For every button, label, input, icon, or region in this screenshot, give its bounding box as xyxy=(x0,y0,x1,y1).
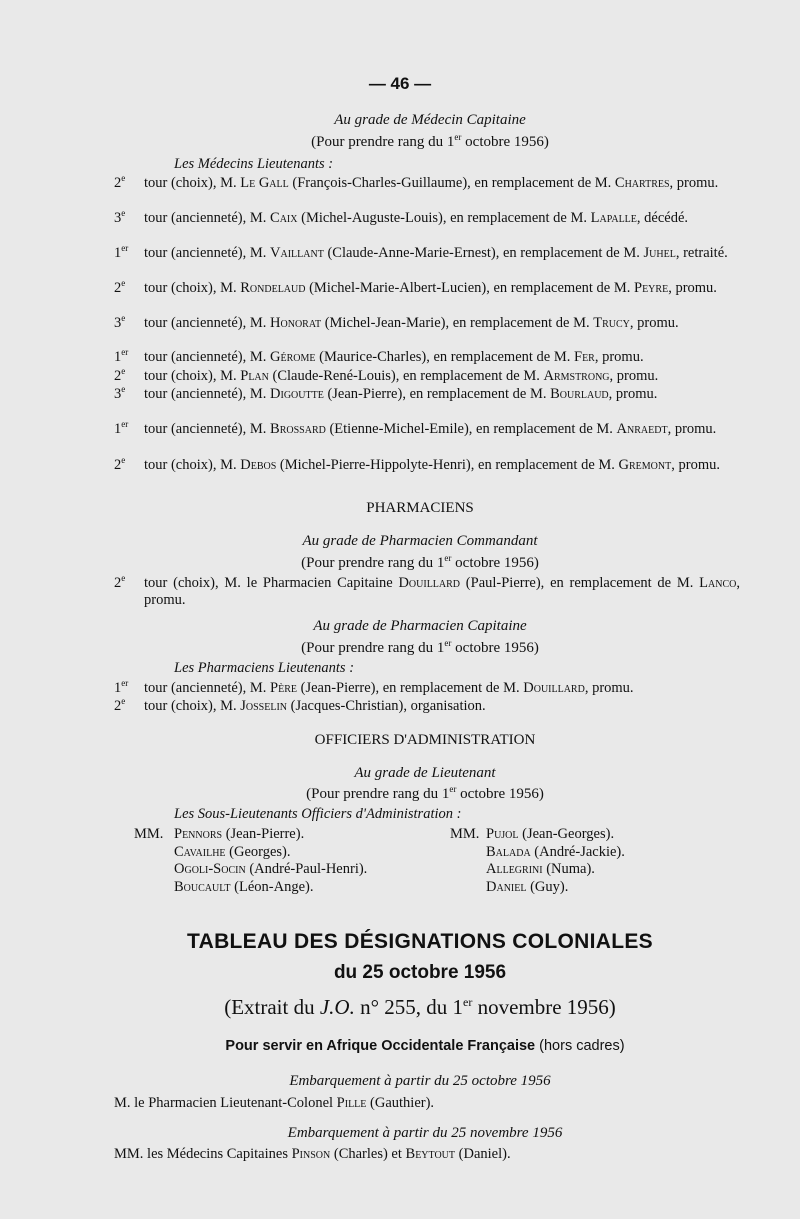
text-run: , promu. xyxy=(668,280,717,296)
text-run: MM. les Médecins Capitaines xyxy=(114,1146,292,1162)
officer-name xyxy=(486,879,625,897)
rang-line xyxy=(20,640,800,657)
tour-number xyxy=(114,349,142,366)
ordinal-sup: er xyxy=(121,419,129,430)
surname: Le Gall xyxy=(240,175,289,191)
text-run: tour (ancienneté), M. xyxy=(144,680,271,696)
promotion-entry xyxy=(114,349,740,366)
text-run: , promu. xyxy=(609,368,659,384)
promotion-entry xyxy=(114,680,740,697)
surname: Gérome xyxy=(270,349,316,365)
promotion-entry xyxy=(114,245,740,262)
text-run: , promu. xyxy=(608,386,658,402)
text-run: (Jacques-Christian), organisation. xyxy=(287,698,486,714)
text-run: tour (choix), M. xyxy=(144,175,241,191)
text-run: , promu. xyxy=(144,575,740,608)
subheading-sous-lieutenants: Les Sous-Lieutenants Officiers d'Administration : xyxy=(174,806,462,822)
promotion-entry xyxy=(114,457,740,474)
entry-text xyxy=(144,457,740,474)
text-run: , promu. xyxy=(667,421,717,437)
designation-medecins xyxy=(114,1146,511,1163)
ordinal-number: 2 xyxy=(114,368,122,384)
surname: Fer xyxy=(574,349,595,365)
tableau-date: du 25 octobre 1956 xyxy=(333,962,507,983)
tableau-title: TABLEAU DES DÉSIGNATIONS COLONIALES xyxy=(187,930,653,953)
rang-line xyxy=(25,786,800,803)
text-run: (Maurice-Charles), en remplacement de M. xyxy=(315,349,574,365)
ordinal-number: 2 xyxy=(114,698,122,714)
text-run: (Georges). xyxy=(225,843,291,860)
ordinal-sup: er xyxy=(121,347,129,358)
text-run: (Michel-Pierre-Hippolyte-Henri), en remplacement de M. xyxy=(276,457,619,473)
officer-name xyxy=(174,844,367,862)
promotion-entry xyxy=(114,421,740,438)
grade-heading-pharmacien-commandant: Au grade de Pharmacien Commandant xyxy=(302,533,538,549)
entry-text xyxy=(144,245,740,262)
surname: Honorat xyxy=(270,315,322,331)
promotion-entry xyxy=(114,698,740,715)
surname: Ogoli-Socin xyxy=(174,861,246,877)
embarquement-heading-octobre: Embarquement à partir du 25 octobre 1956 xyxy=(289,1073,551,1089)
surname: Douillard xyxy=(523,680,585,696)
ordinal-number: 2 xyxy=(114,280,122,296)
ordinal-sup: e xyxy=(121,696,126,707)
tour-number xyxy=(114,421,142,438)
ordinal-sup: er xyxy=(121,678,129,689)
surname: Juhel xyxy=(643,245,676,261)
tour-number xyxy=(114,386,142,403)
text-run: , promu. xyxy=(671,457,720,473)
ordinal-number: 2 xyxy=(114,575,122,591)
names-column-right xyxy=(486,826,625,896)
text-run: (Gauthier). xyxy=(366,1095,435,1111)
extrait-jo-line xyxy=(20,995,800,1020)
text-run: octobre 1956) xyxy=(451,640,539,656)
text-run: tour (choix), M. xyxy=(144,368,241,384)
names-column-left xyxy=(174,826,367,896)
promotion-entry xyxy=(114,315,740,332)
surname: Rondelaud xyxy=(240,280,306,296)
text-run: (Extrait du xyxy=(224,995,320,1019)
text-run: (Claude-Anne-Marie-Ernest), en remplacement de M. xyxy=(323,245,644,261)
promotion-entry xyxy=(114,210,740,227)
entry-text xyxy=(144,421,740,438)
tour-number xyxy=(114,280,142,297)
surname: Cavailhe xyxy=(174,843,226,860)
entry-text xyxy=(144,368,740,385)
text-run: (Léon-Ange). xyxy=(230,878,314,895)
surname: Armstrong xyxy=(543,368,610,384)
text-run: , décédé. xyxy=(636,210,689,226)
text-run: tour (ancienneté), M. xyxy=(144,386,271,402)
page-number: — 46 — xyxy=(368,74,432,93)
grade-heading-medecin-capitaine: Au grade de Médecin Capitaine xyxy=(334,112,526,128)
surname: Caix xyxy=(270,210,298,226)
section-heading-officiers: OFFICIERS D'ADMINISTRATION xyxy=(314,732,536,748)
text-run: tour (ancienneté), M. xyxy=(144,349,271,365)
hors-cadres: (hors cadres) xyxy=(535,1038,625,1054)
surname: Boucault xyxy=(174,878,231,895)
entry-text xyxy=(144,575,740,609)
surname: Plan xyxy=(240,368,269,384)
text-run: (Jean-Pierre), en remplacement de M. xyxy=(323,386,551,402)
surname: Balada xyxy=(486,843,531,860)
surname: Pinson xyxy=(291,1146,331,1162)
surname: Allegrini xyxy=(486,861,543,877)
tour-number xyxy=(114,210,142,227)
tour-number xyxy=(114,315,142,332)
officer-name xyxy=(174,826,367,844)
entry-text xyxy=(144,210,740,227)
grade-heading-lieutenant: Au grade de Lieutenant xyxy=(354,765,496,781)
text-run: tour (ancienneté), M. xyxy=(144,315,271,331)
pour-servir-line xyxy=(25,1038,800,1055)
mm-label-left: MM. xyxy=(134,826,164,842)
text-run: , retraité. xyxy=(675,245,728,261)
ordinal-number: 1 xyxy=(114,245,122,261)
pour-servir-bold: Pour servir en Afrique Occidentale Française xyxy=(225,1038,536,1054)
ordinal-number: 1 xyxy=(114,349,122,365)
surname: Chartres xyxy=(614,175,670,191)
ordinal-number: 2 xyxy=(114,457,122,473)
entry-text xyxy=(144,175,740,192)
embarquement-heading-novembre: Embarquement à partir du 25 novembre 1956 xyxy=(287,1125,563,1141)
text-run: , promu. xyxy=(669,175,719,191)
ordinal-sup: er xyxy=(454,132,462,142)
text-run: (Numa). xyxy=(542,861,595,877)
ordinal-sup: er xyxy=(121,243,129,254)
text-run: (Charles) et xyxy=(330,1146,406,1162)
surname: Lapalle xyxy=(590,210,637,226)
entry-text xyxy=(144,698,740,715)
text-run: (Daniel). xyxy=(455,1146,511,1162)
ordinal-sup: e xyxy=(121,573,126,584)
ordinal-sup: e xyxy=(121,208,126,219)
surname: Daniel xyxy=(486,878,527,895)
text-run: tour (choix), M. le Pharmacien Capitaine xyxy=(144,575,399,591)
promotion-entry xyxy=(114,175,740,192)
surname: Vaillant xyxy=(270,245,324,261)
ordinal-sup: e xyxy=(121,455,126,466)
text-run: , promu. xyxy=(629,315,679,331)
text-run: (Etienne-Michel-Emile), en remplacement de M. xyxy=(325,421,617,437)
rang-line xyxy=(20,555,800,572)
text-run: (Pour prendre rang du 1 xyxy=(311,134,455,150)
surname: Père xyxy=(270,680,297,696)
surname: Digoutte xyxy=(270,386,324,402)
tour-number xyxy=(114,698,142,715)
text-run: tour (choix), M. xyxy=(144,280,241,296)
entry-text xyxy=(144,349,740,366)
ordinal-sup: er xyxy=(463,995,473,1009)
tour-number xyxy=(114,175,142,192)
ordinal-number: 1 xyxy=(114,680,122,696)
subheading-pharmaciens-lieutenants: Les Pharmaciens Lieutenants : xyxy=(174,660,355,676)
text-run: (François-Charles-Guillaume), en remplacement de M. xyxy=(288,175,615,191)
officer-name xyxy=(486,826,625,844)
surname: Lanco xyxy=(699,575,737,591)
entry-text xyxy=(144,315,740,332)
text-run: tour (choix), M. xyxy=(144,457,241,473)
text-run: (Pour prendre rang du 1 xyxy=(301,640,445,656)
text-run: (Michel-Jean-Marie), en remplacement de M. xyxy=(321,315,594,331)
journal-officiel: J.O. xyxy=(319,995,355,1019)
surname: Beytout xyxy=(405,1146,456,1162)
text-run: , promu. xyxy=(594,349,644,365)
promotion-entry xyxy=(114,386,740,403)
surname: Anraedt xyxy=(616,421,668,437)
text-run: octobre 1956) xyxy=(451,555,539,571)
officer-name xyxy=(486,844,625,862)
surname: Pujol xyxy=(486,826,519,842)
mm-label-right: MM. xyxy=(450,826,480,842)
surname: Douillard xyxy=(398,575,461,591)
text-run: n° 255, du 1 xyxy=(354,995,463,1019)
surname: Pennors xyxy=(174,826,223,842)
officer-name xyxy=(486,861,625,879)
text-run: tour (ancienneté), M. xyxy=(144,210,271,226)
ordinal-sup: e xyxy=(121,313,126,324)
text-run: , promu. xyxy=(584,680,634,696)
promotion-entry xyxy=(114,575,740,609)
tour-number xyxy=(114,457,142,474)
ordinal-sup: e xyxy=(121,384,126,395)
surname: Brossard xyxy=(270,421,326,437)
text-run: (Paul-Pierre), en remplacement de M. xyxy=(460,575,700,591)
text-run: novembre 1956) xyxy=(472,995,616,1019)
text-run: (Jean-Pierre), en remplacement de M. xyxy=(296,680,524,696)
promotion-entry xyxy=(114,280,740,297)
text-run: tour (choix), M. xyxy=(144,698,241,714)
text-run: (Michel-Marie-Albert-Lucien), en remplacement de M. xyxy=(305,280,634,296)
text-run: (Pour prendre rang du 1 xyxy=(301,555,445,571)
surname: Pille xyxy=(336,1095,367,1111)
ordinal-number: 3 xyxy=(114,210,122,226)
tour-number xyxy=(114,245,142,262)
ordinal-sup: e xyxy=(121,278,126,289)
tour-number xyxy=(114,368,142,385)
grade-heading-pharmacien-capitaine: Au grade de Pharmacien Capitaine xyxy=(313,618,527,634)
surname: Peyre xyxy=(634,280,669,296)
ordinal-sup: er xyxy=(444,638,452,648)
entry-text xyxy=(144,280,740,297)
officer-name xyxy=(174,861,367,879)
tour-number xyxy=(114,575,142,592)
entry-text xyxy=(144,680,740,697)
entry-text xyxy=(144,386,740,403)
text-run: (Jean-Pierre). xyxy=(222,826,305,842)
ordinal-sup: er xyxy=(444,553,452,563)
rang-line xyxy=(30,134,800,151)
ordinal-number: 3 xyxy=(114,315,122,331)
text-run: tour (ancienneté), M. xyxy=(144,245,271,261)
subheading-medecins-lieutenants: Les Médecins Lieutenants : xyxy=(174,156,334,172)
text-run: (André-Jackie). xyxy=(530,843,625,860)
ordinal-number: 1 xyxy=(114,421,122,437)
ordinal-sup: er xyxy=(449,784,457,794)
officer-name xyxy=(174,879,367,897)
ordinal-number: 2 xyxy=(114,175,122,191)
text-run: M. le Pharmacien Lieutenant-Colonel xyxy=(114,1095,337,1111)
text-run: (Pour prendre rang du 1 xyxy=(306,786,450,802)
promotion-entry xyxy=(114,368,740,385)
text-run: tour (ancienneté), M. xyxy=(144,421,271,437)
designation-pharmacien xyxy=(114,1095,434,1112)
ordinal-sup: e xyxy=(121,366,126,377)
tour-number xyxy=(114,680,142,697)
surname: Josselin xyxy=(240,698,288,714)
ordinal-sup: e xyxy=(121,173,126,184)
text-run: (Michel-Auguste-Louis), en remplacement de M. xyxy=(297,210,591,226)
surname: Debos xyxy=(240,457,277,473)
text-run: (Guy). xyxy=(526,878,569,895)
surname: Trucy xyxy=(593,315,630,331)
text-run: (Claude-René-Louis), en remplacement de M. xyxy=(268,368,544,384)
ordinal-number: 3 xyxy=(114,386,122,402)
text-run: (André-Paul-Henri). xyxy=(245,861,368,877)
surname: Gremont xyxy=(618,457,672,473)
text-run: octobre 1956) xyxy=(456,786,544,802)
surname: Bourlaud xyxy=(550,386,609,402)
text-run: (Jean-Georges). xyxy=(518,826,615,842)
section-heading-pharmaciens: PHARMACIENS xyxy=(366,500,474,516)
text-run: octobre 1956) xyxy=(461,134,549,150)
